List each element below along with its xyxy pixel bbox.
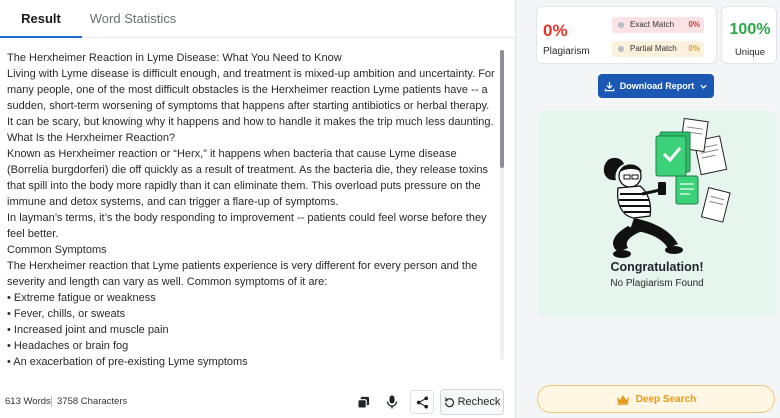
recheck-button[interactable] xyxy=(440,389,504,415)
reading-person-illustration xyxy=(594,118,730,260)
exact-match-label: Exact Match xyxy=(630,20,675,29)
doc-paragraph: In layman’s terms, it’s the body responding to improvement -- patients could feel worse before they feel better. xyxy=(7,212,487,240)
download-report-button[interactable] xyxy=(598,74,714,98)
doc-list-item: • Extreme fatigue or weakness xyxy=(7,292,156,304)
doc-paragraph: Living with Lyme disease is difficult enough, and treatment is mixed-up ambition and uncertainty. For many people, one of the most difficult obstacles is the Herxheimer reaction Lyme patients have -- a sudden, short-term worsening of symptoms that happens after starting antibiotics or herbal therapy. It can be scary, but knowing why it happens and how to handle it makes the trip much less daunting. xyxy=(7,68,495,128)
doc-paragraph: The Herxheimer reaction that Lyme patients experience is very different for every person and the severity and length can vary as well. Common symptoms of it are: xyxy=(7,260,478,288)
partial-match-value: 0% xyxy=(688,44,700,53)
result-footer xyxy=(0,386,516,418)
character-count: 3758 Characters xyxy=(57,396,128,407)
share-icon xyxy=(416,396,429,409)
unique-stats-card xyxy=(721,6,777,64)
result-card xyxy=(538,110,776,318)
exact-match-pill xyxy=(612,17,704,33)
doc-list-item: • Increased joint and muscle pain xyxy=(7,324,169,336)
chevron-down-icon xyxy=(699,82,708,91)
scrollbar-thumb[interactable] xyxy=(500,50,504,168)
plagiarism-stats-card xyxy=(536,6,717,64)
document-text[interactable] xyxy=(7,50,497,368)
word-count: 613 Words xyxy=(5,396,51,407)
partial-match-pill xyxy=(612,41,704,57)
count-divider xyxy=(51,396,52,407)
microphone-button[interactable] xyxy=(381,391,403,413)
copy-icon xyxy=(357,396,370,409)
doc-paragraph: Common Symptoms xyxy=(7,244,107,256)
microphone-icon xyxy=(386,395,398,409)
tab-word-statistics[interactable]: Word Statistics xyxy=(89,11,177,26)
share-button[interactable] xyxy=(410,390,434,414)
partial-match-dot xyxy=(618,46,624,52)
doc-paragraph: The Herxheimer Reaction in Lyme Disease: What You Need to Know xyxy=(7,52,342,64)
deep-search-label: Deep Search xyxy=(635,393,697,405)
download-report-label: Download Report xyxy=(619,81,695,91)
document-scrollbar[interactable] xyxy=(500,50,504,360)
deep-search-button[interactable] xyxy=(537,385,775,413)
tab-bar xyxy=(0,0,515,38)
result-subtitle: No Plagiarism Found xyxy=(610,278,704,289)
recheck-label: Recheck xyxy=(457,396,501,408)
exact-match-value: 0% xyxy=(688,20,700,29)
report-panel xyxy=(528,0,780,418)
doc-paragraph: Known as Herxheimer reaction or “Herx,” it happens when bacteria that cause Lyme disease (Borrelia burgdorferi) die off quickly as a result of treatment. As the bacteria die, they release toxins that spill into the body more rapidly than it can eliminate them. This overload puts pressure on the immune and detox systems, and can trigger a flare-up of symptoms. xyxy=(7,148,488,208)
crown-icon xyxy=(616,394,630,405)
download-icon xyxy=(604,81,615,92)
tab-result[interactable]: Result xyxy=(0,0,82,38)
plagiarism-percentage: 0% xyxy=(543,21,568,40)
doc-list-item: • Headaches or brain fog xyxy=(7,340,129,352)
exact-match-dot xyxy=(618,22,624,28)
copy-button[interactable] xyxy=(352,391,374,413)
doc-list-item: • Fever, chills, or sweats xyxy=(7,308,126,320)
unique-label: Unique xyxy=(734,47,766,58)
plagiarism-label: Plagiarism xyxy=(543,46,590,57)
unique-percentage: 100% xyxy=(729,21,771,38)
result-title: Congratulation! xyxy=(610,260,704,274)
doc-list-item: • An exacerbation of pre-existing Lyme symptoms xyxy=(7,356,248,368)
doc-paragraph: What Is the Herxheimer Reaction? xyxy=(7,132,176,144)
partial-match-label: Partial Match xyxy=(630,44,677,53)
refresh-icon xyxy=(444,397,455,408)
